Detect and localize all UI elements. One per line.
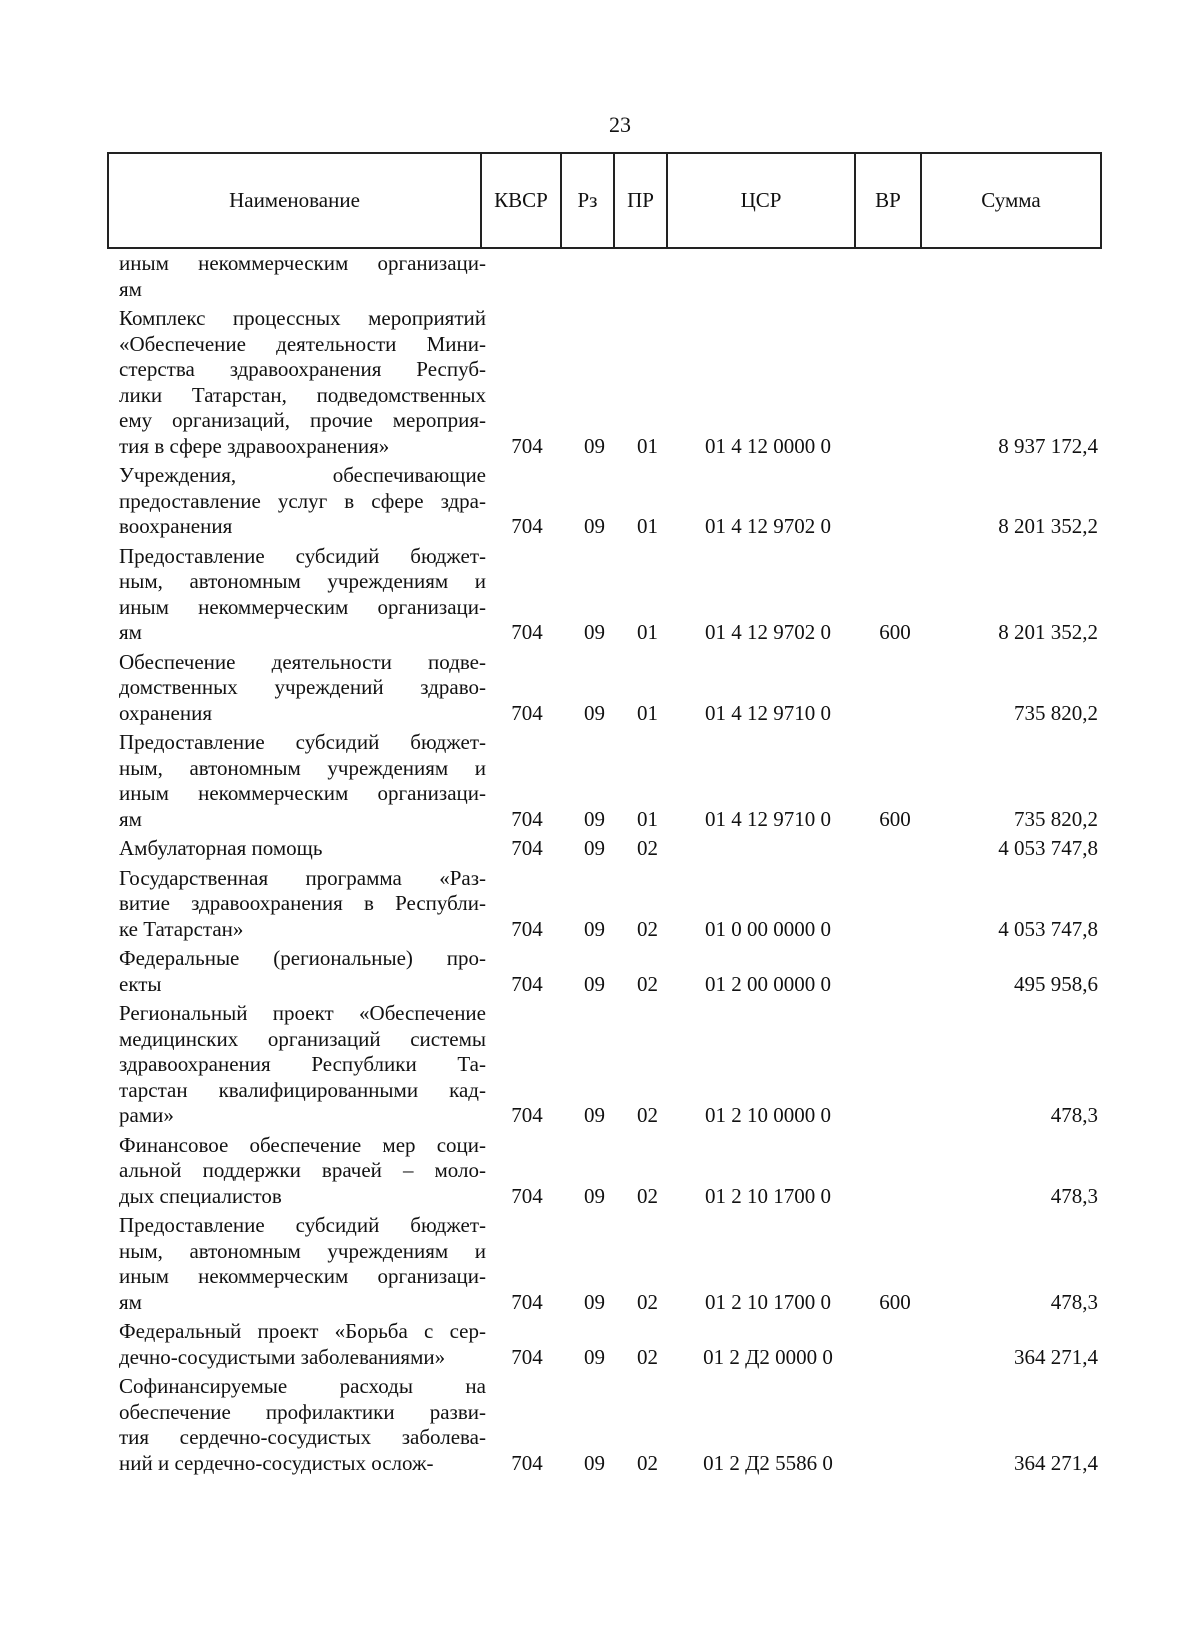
row-pr: 01 — [637, 620, 658, 644]
row-name-line: охранения — [119, 700, 212, 725]
table-row — [107, 1374, 1100, 1476]
row-name-line: Софинансируемые расходы на — [119, 1374, 486, 1398]
row-name — [107, 946, 486, 997]
row-name-line: ным, автономным учреждениям и — [119, 1238, 486, 1263]
row-name-line: иным некоммерческим организаци- — [119, 594, 486, 619]
row-rz: 09 — [584, 433, 605, 458]
row-pr: 02 — [637, 1289, 658, 1314]
row-name-line: Обеспечение деятельности подве- — [119, 649, 486, 674]
row-name-line: стерства здравоохранения Респуб- — [119, 357, 486, 381]
row-csr: 01 2 Д2 5586 0 — [703, 1450, 833, 1475]
table-row — [107, 1319, 1100, 1370]
row-kvsr: 704 — [511, 1450, 543, 1475]
row-name-line: Региональный проект «Обеспечение — [119, 1001, 486, 1025]
table-row — [107, 1133, 1100, 1210]
table-row — [107, 251, 1100, 302]
row-rz: 09 — [584, 1289, 605, 1314]
row-rz: 09 — [584, 806, 605, 831]
row-name-line: ным, автономным учреждениям и — [119, 569, 486, 593]
row-name-line: екты — [119, 971, 162, 996]
row-sum: 735 820,2 — [1014, 700, 1098, 725]
row-name-line: рами» — [119, 1103, 174, 1127]
row-vr — [862, 1103, 928, 1129]
row-name — [107, 1213, 486, 1315]
row-sum: 8 201 352,2 — [998, 620, 1098, 644]
row-kvsr: 704 — [511, 1344, 543, 1369]
row-sum: 4 053 747,8 — [998, 836, 1098, 860]
row-name-line: витие здравоохранения в Республи- — [119, 891, 486, 915]
row-rz: 09 — [584, 836, 605, 860]
row-name-line: ке Татарстан» — [119, 916, 244, 941]
row-sum: 735 820,2 — [1014, 806, 1098, 831]
row-csr: 01 4 12 0000 0 — [705, 433, 831, 458]
row-name-line: Государственная программа «Раз- — [119, 865, 486, 890]
row-kvsr: 704 — [511, 620, 543, 644]
row-sum: 4 053 747,8 — [998, 916, 1098, 941]
row-name-line: лики Татарстан, подведомственных — [119, 382, 486, 407]
column-header-pr: ПР — [614, 153, 667, 248]
row-name-line: Федеральный проект «Борьба с сер- — [119, 1319, 486, 1343]
row-vr: 600 — [879, 1289, 911, 1314]
row-csr: 01 4 12 9702 0 — [705, 620, 831, 644]
row-name-line: ям — [119, 806, 142, 831]
row-name-line: ям — [119, 276, 142, 301]
table-row — [107, 730, 1100, 832]
row-csr: 01 4 12 9710 0 — [705, 700, 831, 725]
row-rz: 09 — [584, 620, 605, 644]
page-number: 23 — [609, 112, 631, 137]
row-name — [107, 1319, 486, 1370]
row-csr: 01 2 10 0000 0 — [705, 1103, 831, 1127]
row-vr: 600 — [879, 806, 911, 831]
row-kvsr: 704 — [511, 1289, 543, 1314]
row-sum: 364 271,4 — [1014, 1450, 1098, 1475]
row-csr: 01 2 10 1700 0 — [705, 1289, 831, 1314]
row-vr — [862, 972, 928, 998]
table-row — [107, 866, 1100, 943]
table-header — [107, 152, 1102, 249]
row-kvsr: 704 — [511, 514, 543, 538]
table-row — [107, 836, 1100, 862]
row-rz: 09 — [584, 916, 605, 941]
row-name-line: Учреждения, обеспечивающие — [119, 463, 486, 487]
row-rz: 09 — [584, 1450, 605, 1475]
row-name-line: Предоставление субсидий бюджет- — [119, 543, 486, 568]
row-name-line: Финансовое обеспечение мер соци- — [119, 1132, 486, 1157]
row-kvsr: 704 — [511, 1103, 543, 1127]
row-name-line: ний и сердечно-сосудистых ослож- — [119, 1450, 434, 1475]
column-header-vr: ВР — [855, 153, 921, 248]
column-header-kvsr: КВСР — [481, 153, 561, 248]
row-pr: 02 — [637, 836, 658, 860]
row-kvsr: 704 — [511, 806, 543, 831]
row-pr: 02 — [637, 1344, 658, 1369]
table-row — [107, 544, 1100, 646]
row-vr — [862, 1345, 928, 1371]
row-vr — [862, 1451, 928, 1477]
row-kvsr: 704 — [511, 971, 543, 996]
row-name — [107, 1374, 486, 1476]
row-rz — [568, 277, 621, 303]
row-sum: 478,3 — [1050, 1183, 1098, 1208]
row-sum: 495 958,6 — [1014, 971, 1098, 996]
row-name-line: иным некоммерческим организаци- — [119, 1264, 486, 1288]
row-pr: 02 — [637, 971, 658, 996]
row-kvsr: 704 — [511, 916, 543, 941]
row-pr: 01 — [637, 700, 658, 725]
row-csr: 01 4 12 9702 0 — [705, 514, 831, 538]
row-name-line: домственных учреждений здраво- — [119, 675, 486, 699]
row-vr — [862, 701, 928, 727]
row-vr — [862, 917, 928, 943]
row-rz: 09 — [584, 514, 605, 538]
column-header-csr: ЦСР — [667, 153, 855, 248]
row-csr: 01 4 12 9710 0 — [705, 806, 831, 831]
row-vr — [862, 836, 928, 862]
row-sum — [928, 277, 1098, 303]
table-body — [107, 251, 1100, 1476]
table-row — [107, 946, 1100, 997]
row-kvsr: 704 — [511, 836, 543, 860]
row-rz: 09 — [584, 1103, 605, 1127]
row-rz: 09 — [584, 1183, 605, 1208]
column-header-name: Наименование — [108, 153, 481, 248]
row-pr: 01 — [637, 433, 658, 458]
row-name-line: иным некоммерческим организаци- — [119, 781, 486, 805]
row-name-line: Предоставление субсидий бюджет- — [119, 730, 486, 754]
row-name-line: Комплекс процессных мероприятий — [119, 306, 486, 330]
row-name-line: обеспечение профилактики разви- — [119, 1399, 486, 1424]
row-rz: 09 — [584, 971, 605, 996]
row-kvsr: 704 — [511, 1183, 543, 1208]
column-header-sum: Сумма — [921, 153, 1101, 248]
row-csr: 01 2 Д2 0000 0 — [703, 1344, 833, 1369]
row-pr: 02 — [637, 916, 658, 941]
row-name — [107, 1001, 486, 1129]
row-vr — [862, 1184, 928, 1210]
row-sum: 478,3 — [1050, 1103, 1098, 1127]
table-row — [107, 650, 1100, 727]
row-name-line: ям — [119, 1289, 142, 1314]
row-vr — [862, 434, 928, 460]
row-pr: 02 — [637, 1450, 658, 1475]
row-name — [107, 730, 486, 832]
row-sum: 478,3 — [1050, 1289, 1098, 1314]
row-kvsr: 704 — [511, 433, 543, 458]
row-name — [107, 306, 486, 459]
table-row — [107, 1001, 1100, 1129]
row-csr: 01 0 00 0000 0 — [705, 916, 831, 941]
row-name-line: тия в сфере здравоохранения» — [119, 433, 390, 458]
row-name — [107, 463, 486, 540]
row-pr: 01 — [637, 806, 658, 831]
row-name — [107, 650, 486, 727]
row-name-line: здравоохранения Республики Та- — [119, 1052, 486, 1076]
row-pr: 02 — [637, 1103, 658, 1127]
row-name-line: тия сердечно-сосудистых заболева- — [119, 1425, 486, 1449]
table-row — [107, 463, 1100, 540]
column-header-rz: Рз — [561, 153, 614, 248]
row-name-line: иным некоммерческим организаци- — [119, 251, 486, 275]
row-name-line: ему организаций, прочие мероприя- — [119, 408, 486, 432]
row-name-line: Федеральные (региональные) про- — [119, 946, 486, 970]
row-name-line: воохранения — [119, 514, 233, 538]
row-name — [107, 836, 486, 862]
row-name — [107, 1133, 486, 1210]
row-name — [107, 251, 486, 302]
row-csr: 01 2 00 0000 0 — [705, 971, 831, 996]
row-name-line: альной поддержки врачей – моло- — [119, 1158, 486, 1182]
row-csr: 01 2 10 1700 0 — [705, 1183, 831, 1208]
table-row — [107, 306, 1100, 459]
row-rz: 09 — [584, 1344, 605, 1369]
row-sum: 8 937 172,4 — [998, 433, 1098, 458]
row-rz: 09 — [584, 700, 605, 725]
row-csr — [674, 836, 862, 862]
row-csr — [674, 277, 862, 303]
row-pr: 01 — [637, 514, 658, 538]
row-name-line: дых специалистов — [119, 1183, 282, 1208]
row-name-line: «Обеспечение деятельности Мини- — [119, 331, 486, 356]
row-name-line: ным, автономным учреждениям и — [119, 755, 486, 780]
row-name-line: ям — [119, 620, 142, 644]
row-name-line: Амбулаторная помощь — [119, 836, 323, 860]
row-name-line: дечно-сосудистыми заболеваниями» — [119, 1344, 446, 1369]
row-pr: 02 — [637, 1183, 658, 1208]
row-name-line: Предоставление субсидий бюджет- — [119, 1213, 486, 1237]
row-kvsr: 704 — [511, 700, 543, 725]
table-row — [107, 1213, 1100, 1315]
row-pr — [621, 277, 674, 303]
row-kvsr — [486, 277, 568, 303]
row-vr — [862, 277, 928, 303]
row-name — [107, 866, 486, 943]
row-sum: 8 201 352,2 — [998, 514, 1098, 538]
row-name-line: тарстан квалифицированными кад- — [119, 1077, 486, 1102]
row-name — [107, 544, 486, 646]
row-vr — [862, 514, 928, 540]
row-sum: 364 271,4 — [1014, 1344, 1098, 1369]
row-name-line: медицинских организаций системы — [119, 1026, 486, 1051]
row-name-line: предоставление услуг в сфере здра- — [119, 488, 486, 513]
row-vr: 600 — [879, 620, 911, 644]
